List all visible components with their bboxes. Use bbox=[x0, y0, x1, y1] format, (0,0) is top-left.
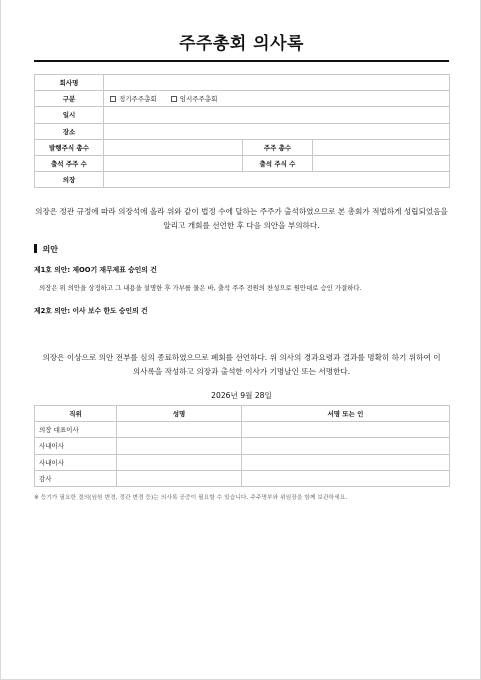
position-cell: 감사 bbox=[35, 470, 117, 486]
attending-shareholders-label: 출석 주주 수 bbox=[35, 155, 104, 171]
title-underline bbox=[34, 60, 449, 62]
signature-cell[interactable] bbox=[242, 454, 450, 470]
company-row bbox=[35, 75, 450, 91]
checkbox-icon[interactable] bbox=[110, 96, 116, 102]
total-shareholders-value[interactable] bbox=[313, 139, 450, 155]
signature-header-row bbox=[35, 406, 450, 422]
document-title: 주주총회 의사록 bbox=[179, 34, 304, 54]
position-cell: 사내이사 bbox=[35, 454, 117, 470]
opening-line: 의장은 정관 규정에 따라 의장석에 올라 위와 같이 법정 수에 달하는 주주가 출석하였으므로 본 총회가 적법하게 성립되었음을 bbox=[35, 207, 448, 216]
extraordinary-meeting-option[interactable] bbox=[171, 95, 218, 103]
regular-meeting-label: 정기주주총회 bbox=[119, 95, 157, 104]
signature-row bbox=[35, 470, 450, 486]
name-cell[interactable] bbox=[117, 470, 242, 486]
footnote: ※ 등기가 필요한 결의(임원 변경, 정관 변경 등)는 의사록 공증이 필요할 수 있습니다. 주주명부와 위임장을 함께 보관하세요. bbox=[34, 495, 348, 501]
signature-table bbox=[34, 405, 450, 487]
type-row bbox=[35, 91, 450, 107]
attendance-row bbox=[35, 155, 450, 171]
meeting-info-table bbox=[34, 74, 450, 188]
closing-line: 의장은 이상으로 의안 전부를 심의 종료하였으므로 폐회를 선언하다. 위 의사의 경과요령과 결과를 명확히 하기 위하여 이 bbox=[42, 353, 441, 362]
extraordinary-meeting-label: 임시주주총회 bbox=[179, 95, 218, 104]
agenda-section-heading bbox=[34, 244, 58, 255]
company-value[interactable] bbox=[104, 75, 450, 91]
name-cell[interactable] bbox=[117, 454, 242, 470]
section-marker bbox=[34, 244, 37, 253]
closing-line: 의사록을 작성하고 의장과 출석한 이사가 기명날인 또는 서명한다. bbox=[132, 366, 351, 376]
total-shareholders-label: 주주 총수 bbox=[243, 139, 313, 155]
agenda-1-body: 의장은 위 의안을 상정하고 그 내용을 설명한 후 가부를 물은 바, 출석 주주 전원의 찬성으로 원안대로 승인 가결하다. bbox=[39, 284, 362, 292]
position-cell: 사내이사 bbox=[35, 438, 117, 454]
issued-shares-label: 발행주식 총수 bbox=[35, 139, 104, 155]
issued-shares-value[interactable] bbox=[104, 139, 243, 155]
datetime-value[interactable] bbox=[104, 107, 450, 123]
signature-cell[interactable] bbox=[242, 422, 450, 438]
signature-cell[interactable] bbox=[242, 438, 450, 454]
checkbox-icon[interactable] bbox=[171, 96, 177, 102]
agenda-section-title: 의안 bbox=[42, 245, 58, 254]
agenda-1-title: 제1호 의안: 제OO기 재무제표 승인의 건 bbox=[34, 266, 157, 274]
attending-shares-label: 출석 주식 수 bbox=[243, 155, 313, 171]
regular-meeting-option[interactable] bbox=[110, 95, 157, 103]
agenda-2-title: 제2호 의안: 이사 보수 한도 승인의 건 bbox=[34, 307, 148, 315]
type-label: 구분 bbox=[35, 91, 104, 107]
company-label: 회사명 bbox=[35, 75, 104, 91]
position-cell: 의장 대표이사 bbox=[35, 422, 117, 438]
place-value[interactable] bbox=[104, 123, 450, 139]
datetime-label: 일시 bbox=[35, 107, 104, 123]
name-header: 성명 bbox=[117, 406, 242, 422]
name-cell[interactable] bbox=[117, 438, 242, 454]
place-row bbox=[35, 123, 450, 139]
datetime-row bbox=[35, 107, 450, 123]
signature-header: 서명 또는 인 bbox=[242, 406, 450, 422]
signature-row bbox=[35, 454, 450, 470]
chair-label: 의장 bbox=[35, 172, 104, 188]
opening-line: 알리고 개회를 선언한 후 다음 의안을 부의하다. bbox=[163, 220, 320, 230]
shares-row bbox=[35, 139, 450, 155]
attending-shares-value[interactable] bbox=[313, 155, 450, 171]
opening-statement bbox=[34, 205, 449, 232]
signature-row bbox=[35, 438, 450, 454]
place-label: 장소 bbox=[35, 123, 104, 139]
meeting-date: 2026년 9월 28일 bbox=[211, 391, 272, 400]
signature-row bbox=[35, 422, 450, 438]
name-cell[interactable] bbox=[117, 422, 242, 438]
attending-shareholders-value[interactable] bbox=[104, 155, 243, 171]
chair-row bbox=[35, 172, 450, 188]
signature-cell[interactable] bbox=[242, 470, 450, 486]
position-header: 직위 bbox=[35, 406, 117, 422]
closing-statement bbox=[34, 351, 449, 378]
chair-value[interactable] bbox=[104, 172, 450, 188]
type-options bbox=[104, 91, 450, 107]
